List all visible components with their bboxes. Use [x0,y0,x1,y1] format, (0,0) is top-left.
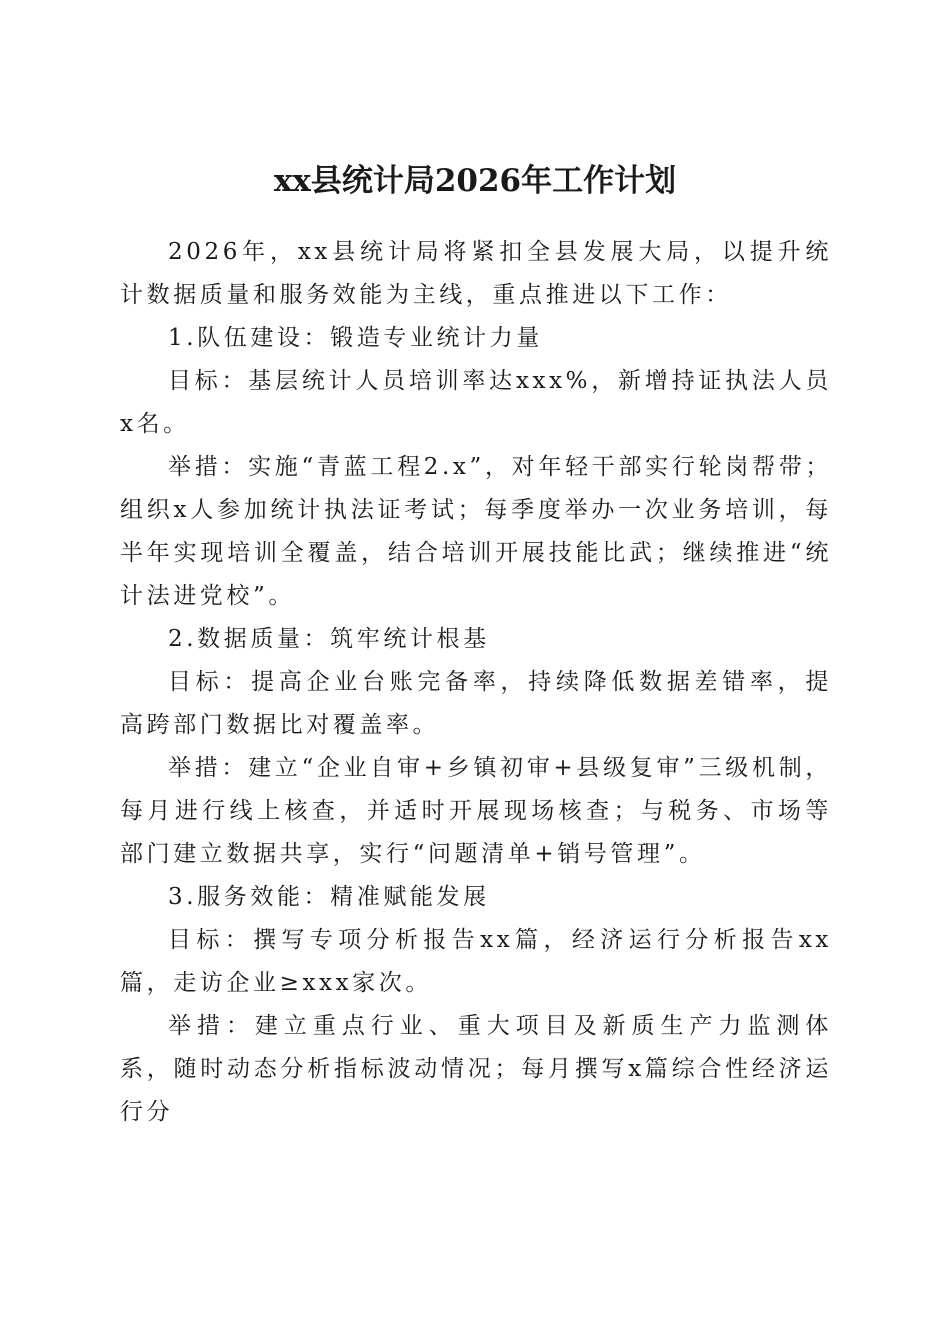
document-title: xx县统计局2026年工作计划 [273,162,677,199]
service-efficiency-measures: 举措：建立重点行业、重大项目及新质生产力监测体系，随时动态分析指标波动情况；每月撰写x篇综合性经济运行分 [120,1013,832,1125]
team-building-measures: 举措：实施“青蓝工程2.x”，对年轻干部实行轮岗帮带；组织x人参加统计执法证考试；每季度举办一次业务培训，每半年实现培训全覆盖，结合培训开展技能比武；继续推进“统计法进党校”。 [120,454,832,609]
document-body [120,231,832,1134]
team-building-goal: 目标：基层统计人员培训率达xxx%，新增持证执法人员x名。 [120,368,832,437]
data-quality-measures: 举措：建立“企业自审+乡镇初审+县级复审”三级机制，每月进行线上核查，并适时开展现场核查；与税务、市场等部门建立数据共享，实行“问题清单+销号管理”。 [120,755,832,867]
service-efficiency-goal: 目标：撰写专项分析报告xx篇，经济运行分析报告xx篇，走访企业≥xxx家次。 [120,927,832,996]
section-heading-team-building: 1.队伍建设：锻造专业统计力量 [168,325,543,351]
intro-paragraph: 2026年，xx县统计局将紧扣全县发展大局，以提升统计数据质量和服务效能为主线，重点推进以下工作： [120,239,832,308]
section-heading-data-quality: 2.数据质量：筑牢统计根基 [168,626,490,652]
data-quality-goal: 目标：提高企业台账完备率，持续降低数据差错率，提高跨部门数据比对覆盖率。 [120,669,832,738]
section-heading-service-efficiency: 3.服务效能：精准赋能发展 [168,884,490,910]
